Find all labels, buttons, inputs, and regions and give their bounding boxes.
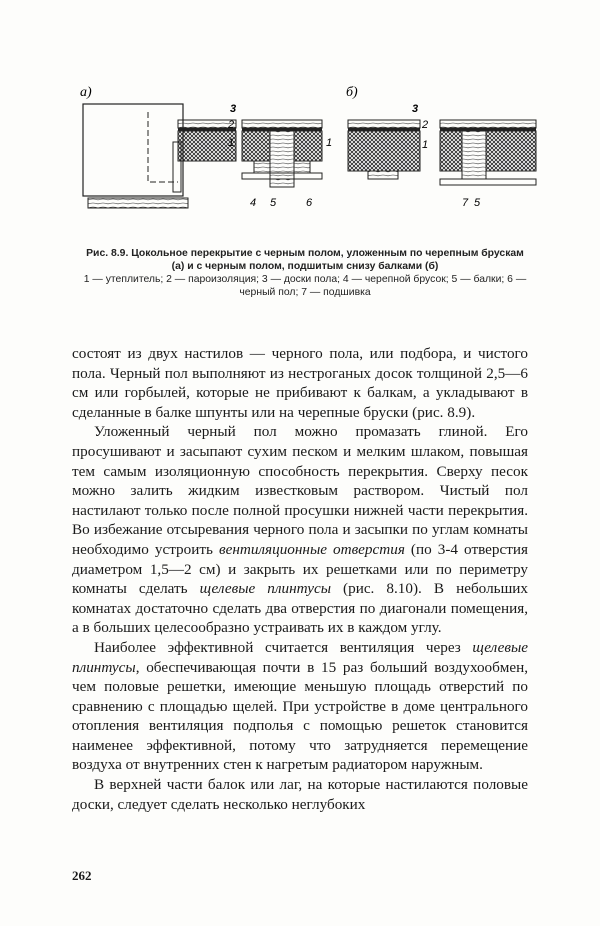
paragraph bbox=[72, 638, 528, 775]
panel-b-label: б) bbox=[346, 85, 358, 100]
body-text bbox=[72, 344, 528, 814]
caption-title: Рис. 8.9. Цокольное перекрытие с черным полом, уложенным по черепным брускам (а) и с черным полом, подшитым снизу балками (б) bbox=[86, 248, 524, 272]
paragraph bbox=[72, 775, 528, 814]
svg-text:4: 4 bbox=[250, 197, 257, 209]
svg-text:6: 6 bbox=[306, 197, 313, 209]
figure-8-9 bbox=[78, 82, 538, 232]
svg-text:2: 2 bbox=[228, 119, 235, 131]
text-run: Наиболее эффективной считается вентиляция через bbox=[94, 638, 473, 656]
paragraph bbox=[72, 422, 528, 638]
svg-text:5: 5 bbox=[474, 197, 481, 209]
text-run: состоят из двух настилов — черного пола, или подбора, и чистого пола. Черный пол выполняют из нестроганых досок толщиной 2,5—6 см или горбылей, которые не прибивают к балкам, а укладывают в сделанные в балке шпунты или на черепные бруски (рис. 8.9). bbox=[72, 345, 528, 421]
paragraph bbox=[72, 344, 528, 422]
text-run: (рис. 8.10). В небольших комнатах достаточно сделать два отверстия по диагонали помещения, а в больших целесообразно устраивать их в каждом углу. bbox=[72, 580, 528, 637]
emphasized-term: щелевые плинтусы bbox=[199, 580, 331, 598]
svg-text:2: 2 bbox=[422, 119, 429, 131]
caption-legend: 1 — утеплитель; 2 — пароизоляция; 3 — доски пола; 4 — черепной брусок; 5 — балки; 6 — черный пол; 7 — подшивка bbox=[83, 274, 527, 298]
svg-text:1: 1 bbox=[422, 139, 429, 151]
emphasized-term: щелевые плинтусы bbox=[72, 638, 528, 676]
text-run: Уложенный черный пол можно промазать глиной. Его просушивают и засыпают сухим песком и мелким шлаком, повышая тем самым изоляционную способность перекрытия. Сверху песок можно залить жидким известковым раствором. Чистый пол настилают только после полной просушки нижней части перекрытия. Во избежание отсыревания черного пола и засыпки по углам комнаты необходимо устроить bbox=[72, 423, 528, 558]
svg-text:3: 3 bbox=[412, 103, 419, 115]
svg-text:1: 1 bbox=[326, 137, 333, 149]
page-number: 262 bbox=[72, 868, 92, 883]
figure-caption bbox=[80, 247, 530, 299]
text-run: , обеспечивающая почти в 15 раз больший воздухообмен, чем половые решетки, имеющие меньшую площадь отверстий по сравнению с площадью щелей. При устройстве в доме центрального отопления вентиляция подполья с помощью решеток становится наименее эффективной, потому что затрудняется перемещение воздуха от внутренних стен к нагретым радиатором наружным. bbox=[72, 658, 528, 774]
floor-section-diagram bbox=[78, 82, 538, 232]
text-run: (по 3-4 отверстия диаметром 1,5—2 см) и закрыть их решетками или по периметру комнаты сделать bbox=[72, 540, 528, 598]
svg-text:5: 5 bbox=[270, 197, 277, 209]
svg-text:7: 7 bbox=[462, 197, 469, 209]
emphasized-term: вентиляционные отверстия bbox=[218, 540, 405, 558]
svg-text:3: 3 bbox=[230, 103, 237, 115]
svg-text:1: 1 bbox=[228, 137, 235, 149]
text-run: В верхней части балок или лаг, на которые настилаются половые доски, следует сделать несколько неглубоких bbox=[72, 776, 528, 813]
panel-a-label: а) bbox=[80, 85, 92, 100]
